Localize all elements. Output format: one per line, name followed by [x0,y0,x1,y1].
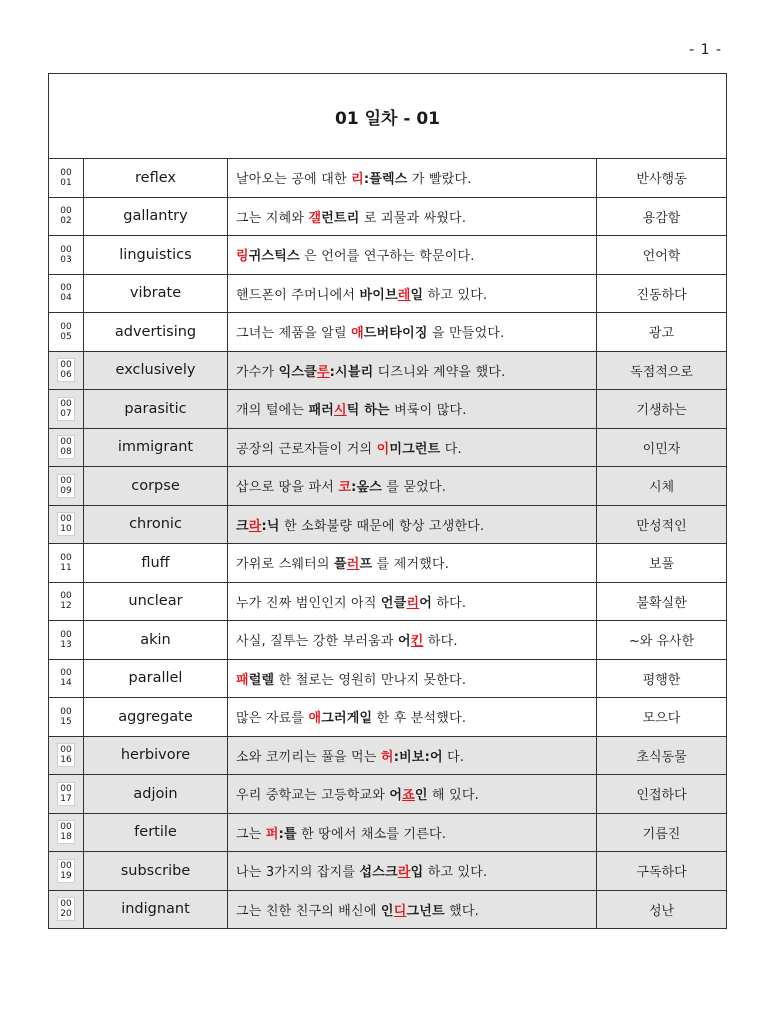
example-sentence [228,852,597,891]
example-sentence [228,390,597,429]
row-number-cell [49,313,84,352]
english-word: fluff [84,544,228,583]
korean-meaning: 불확실한 [597,582,727,621]
pronunciation-stress: 리 [406,595,420,611]
sentence-text: 개의 털에는 [236,403,309,419]
vocab-row [49,467,727,506]
english-word: corpse [84,467,228,506]
vocab-row [49,505,727,544]
example-sentence [228,582,597,621]
row-number-badge [57,435,75,459]
english-word: aggregate [84,698,228,737]
row-number-bottom: 02 [60,216,72,227]
korean-meaning: 초식동물 [597,736,727,775]
pronunciation-part: :닉 [261,518,280,534]
row-number-top: 00 [60,629,72,640]
english-word: linguistics [84,236,228,275]
row-number-cell [49,582,84,621]
korean-meaning: 평행한 [597,659,727,698]
row-number-bottom: 18 [60,832,72,843]
vocab-row [49,775,727,814]
sentence-text: 사실, 질투는 강한 부러움과 [236,634,398,650]
english-word: parallel [84,659,228,698]
vocab-row [49,736,727,775]
pronunciation-part: 인 [414,788,428,804]
pronunciation-part: 애 [308,711,322,727]
pronunciation-part: 일 [410,287,424,303]
sentence-text: 벼룩이 많다. [389,403,467,419]
sentence-text: 하다. [431,595,467,611]
korean-meaning: 이민자 [597,428,727,467]
english-word: reflex [84,159,228,198]
sentence-text: 를 제거했다. [372,557,450,573]
row-number-badge [58,552,74,574]
row-number-top: 00 [60,668,72,679]
pronunciation-part: 어 [398,634,411,650]
pronunciation-part: :비보:어 [393,749,443,765]
pronunciation-stress: 레 [397,287,411,303]
english-word: indignant [84,890,228,929]
korean-meaning: 보풀 [597,544,727,583]
sentence-text: 가수가 [236,364,279,380]
row-number-bottom: 17 [60,793,72,804]
row-number-badge [57,897,75,921]
example-sentence [228,274,597,313]
pronunciation-stress: 라 [397,865,411,881]
english-word: advertising [84,313,228,352]
example-sentence [228,313,597,352]
korean-meaning: 기름진 [597,813,727,852]
pronunciation-part: 퍼 [265,826,279,842]
vocab-row [49,852,727,891]
sentence-text: 소와 코끼리는 풀을 먹는 [236,749,381,765]
row-number-bottom: 01 [60,177,72,188]
pronunciation-part: 패러 [308,403,334,419]
pronunciation-stress: 라 [248,518,262,534]
row-number-top: 00 [60,360,72,371]
pronunciation-part: 드버타이징 [363,326,428,342]
english-word: chronic [84,505,228,544]
english-word: fertile [84,813,228,852]
row-number-top: 00 [60,783,72,794]
vocab-row [49,813,727,852]
pronunciation-part: 입 [410,865,424,881]
sentence-text: 해 있다. [427,788,479,804]
english-word: vibrate [84,274,228,313]
sentence-text: 다. [440,441,462,457]
vocab-row [49,390,727,429]
row-number-bottom: 09 [60,485,72,496]
example-sentence [228,890,597,929]
vocab-row [49,890,727,929]
sentence-text: 한 철로는 영원히 만나지 못한다. [274,672,467,688]
example-sentence [228,236,597,275]
sentence-text: 가 빨랐다. [407,172,472,188]
vocab-row [49,621,727,660]
sentence-text: 그는 [236,826,266,842]
sentence-text: 누가 진짜 범인인지 아직 [236,595,381,611]
pronunciation-part: 어 [389,788,403,804]
vocab-row [49,428,727,467]
row-number-bottom: 07 [60,408,72,419]
sentence-text: 했다. [444,903,479,919]
pronunciation-part: 틱 하는 [346,403,390,419]
sentence-text: 가위로 스웨터의 [236,557,334,573]
row-number-badge [58,282,74,304]
row-number-badge [58,706,74,728]
korean-meaning: 반사행동 [597,159,727,198]
row-number-badge [58,321,74,343]
row-number-badge [57,820,75,844]
row-number-top: 00 [60,321,72,332]
sentence-text: 를 묻었다. [382,480,447,496]
row-number-top: 00 [60,206,72,217]
sentence-text: 핸드폰이 주머니에서 [236,287,360,303]
sentence-text: 그녀는 제품을 알릴 [236,326,352,342]
pronunciation-part: 섭스크 [359,865,398,881]
row-number-badge [58,167,74,189]
sentence-text: 공장의 근로자들이 거의 [236,441,377,457]
pronunciation-part: 그러게잍 [321,711,373,727]
english-word: exclusively [84,351,228,390]
example-sentence [228,698,597,737]
row-number-cell [49,274,84,313]
english-word: parasitic [84,390,228,429]
pronunciation-part: 갤 [308,210,322,226]
sentence-text: 로 괴물과 싸웠다. [359,210,467,226]
vocab-row [49,236,727,275]
row-number-bottom: 15 [60,716,72,727]
pronunciation-part: 어 [419,595,432,611]
example-sentence [228,621,597,660]
example-sentence [228,659,597,698]
pronunciation-part: 런트리 [321,210,360,226]
row-number-bottom: 10 [60,524,72,535]
pronunciation-part: 그넌트 [406,903,445,919]
sentence-text: 나는 3가지의 잡지를 [236,865,360,881]
example-sentence [228,159,597,198]
english-word: unclear [84,582,228,621]
row-number-badge [58,629,74,651]
sheet-title: 01 일차 - 01 [49,74,727,159]
english-word: akin [84,621,228,660]
pronunciation-stress: 죠 [402,788,415,804]
pronunciation-part: 크 [236,518,249,534]
vocabulary-table [48,73,727,929]
row-number-bottom: 19 [60,870,72,881]
row-number-top: 00 [60,167,72,178]
row-number-cell [49,505,84,544]
pronunciation-stress: 시 [334,403,347,419]
vocab-row [49,698,727,737]
row-number-cell [49,621,84,660]
english-word: gallantry [84,197,228,236]
row-number-cell [49,813,84,852]
row-number-cell [49,197,84,236]
pronunciation-part: 익스클 [278,364,317,380]
sentence-text: 하다. [423,634,458,650]
row-number-bottom: 14 [60,678,72,689]
row-number-top: 00 [60,514,72,525]
english-word: herbivore [84,736,228,775]
korean-meaning: 언어학 [597,236,727,275]
vocab-row [49,351,727,390]
pronunciation-part: 럴렐 [248,672,275,688]
vocab-row [49,313,727,352]
row-number-bottom: 20 [60,909,72,920]
korean-meaning: 구독하다 [597,852,727,891]
pronunciation-part: :플렉스 [363,172,408,188]
row-number-top: 00 [60,860,72,871]
pronunciation-part: :옾스 [351,480,382,496]
vocab-row [49,582,727,621]
row-number-cell [49,775,84,814]
row-number-cell [49,890,84,929]
pronunciation-part: :시블리 [329,364,374,380]
vocab-row [49,659,727,698]
korean-meaning: 모으다 [597,698,727,737]
korean-meaning: 성난 [597,890,727,929]
sentence-text: 삽으로 땅을 파서 [236,480,339,496]
row-number-top: 00 [60,475,72,486]
row-number-top: 00 [60,745,72,756]
row-number-cell [49,467,84,506]
sentence-text: 을 만들었다. [427,326,505,342]
row-number-badge [58,590,74,612]
sentence-text: 많은 자료를 [236,711,309,727]
pronunciation-stress: 러 [346,557,360,573]
row-number-cell [49,544,84,583]
example-sentence [228,351,597,390]
row-number-badge [57,743,75,767]
pronunciation-part: 코 [338,480,352,496]
row-number-top: 00 [60,899,72,910]
row-number-cell [49,736,84,775]
row-number-bottom: 13 [60,639,72,650]
pronunciation-part: 링 [236,249,249,265]
example-sentence [228,505,597,544]
vocab-row [49,159,727,198]
row-number-bottom: 06 [60,370,72,381]
korean-meaning: 진동하다 [597,274,727,313]
sentence-text: 한 소화불량 때문에 항상 고생한다. [279,518,485,534]
page-number: - 1 - [689,42,722,58]
pronunciation-part: 프 [359,557,373,573]
row-number-cell [49,351,84,390]
korean-meaning: 인접하다 [597,775,727,814]
sentence-text: 하고 있다. [423,287,488,303]
row-number-top: 00 [60,437,72,448]
korean-meaning: 만성적인 [597,505,727,544]
sentence-text: 우리 중학교는 고등학교와 [236,788,390,804]
row-number-bottom: 11 [60,562,72,573]
sentence-text: 디즈니와 계약을 했다. [373,364,506,380]
pronunciation-stress: 디 [393,903,407,919]
sentence-text: 한 후 분석했다. [372,711,467,727]
vocab-row [49,197,727,236]
row-number-cell [49,428,84,467]
pronunciation-part: :틀 [278,826,297,842]
row-number-bottom: 16 [60,755,72,766]
pronunciation-stress: 루 [316,364,330,380]
sentence-text: 다. [442,749,465,765]
row-number-top: 00 [60,552,72,563]
row-number-badge [58,244,74,266]
korean-meaning: 기생하는 [597,390,727,429]
example-sentence [228,428,597,467]
pronunciation-part: 패 [236,672,249,688]
pronunciation-part: 허 [380,749,394,765]
example-sentence [228,467,597,506]
sentence-text: 날아오는 공에 대한 [236,172,352,188]
sentence-text: 하고 있다. [423,865,488,881]
row-number-top: 00 [60,591,72,602]
row-number-bottom: 08 [60,447,72,458]
korean-meaning: 광고 [597,313,727,352]
row-number-cell [49,659,84,698]
example-sentence [228,813,597,852]
pronunciation-part: 이 [376,441,390,457]
pronunciation-part: 바이브 [359,287,398,303]
pronunciation-part: 언클 [380,595,407,611]
sentence-text: 한 땅에서 채소를 기른다. [296,826,447,842]
row-number-badge [57,358,75,382]
title-row [49,74,727,159]
pronunciation-part: 인 [380,903,394,919]
example-sentence [228,775,597,814]
row-number-top: 00 [60,706,72,717]
row-number-badge [58,667,74,689]
example-sentence [228,736,597,775]
row-number-cell [49,159,84,198]
row-number-top: 00 [60,822,72,833]
row-number-cell [49,236,84,275]
row-number-cell [49,852,84,891]
row-number-badge [57,512,75,536]
english-word: subscribe [84,852,228,891]
korean-meaning: ~와 유사한 [597,621,727,660]
english-word: immigrant [84,428,228,467]
row-number-bottom: 04 [60,293,72,304]
row-number-cell [49,698,84,737]
english-word: adjoin [84,775,228,814]
sentence-text: 은 언어를 연구하는 학문이다. [299,249,475,265]
sentence-text: 그는 지혜와 [236,210,309,226]
row-number-top: 00 [60,283,72,294]
row-number-badge [57,782,75,806]
pronunciation-part: 플 [333,557,347,573]
korean-meaning: 독점적으로 [597,351,727,390]
example-sentence [228,197,597,236]
row-number-badge [58,205,74,227]
row-number-top: 00 [60,244,72,255]
example-sentence [228,544,597,583]
row-number-top: 00 [60,398,72,409]
row-number-cell [49,390,84,429]
sentence-text: 그는 친한 친구의 배신에 [236,903,381,919]
pronunciation-stress: 킨 [410,634,424,650]
row-number-badge [57,859,75,883]
row-number-badge [57,474,75,498]
vocabulary-sheet [48,73,726,929]
pronunciation-part: 리 [351,172,364,188]
vocab-row [49,544,727,583]
row-number-badge [57,397,75,421]
vocab-row [49,274,727,313]
pronunciation-part: 애 [351,326,364,342]
korean-meaning: 시체 [597,467,727,506]
pronunciation-part: 귀스틱스 [248,249,300,265]
row-number-bottom: 03 [60,254,72,265]
pronunciation-part: 미그런트 [389,441,441,457]
row-number-bottom: 05 [60,331,72,342]
row-number-bottom: 12 [60,601,72,612]
korean-meaning: 용감함 [597,197,727,236]
